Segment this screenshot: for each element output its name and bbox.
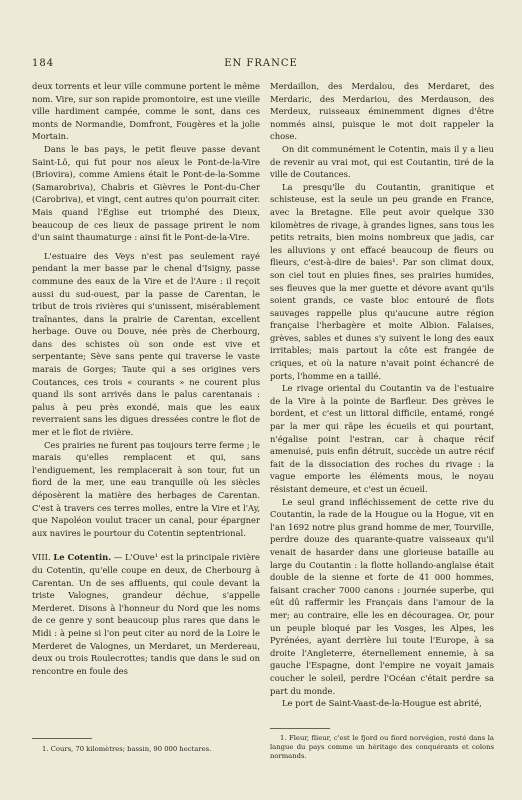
section-number: VIII. bbox=[32, 552, 51, 563]
section-heading bbox=[32, 551, 260, 677]
footnote-text: 1. Cours, 70 kilomètres; bassin, 90 000 hectares. bbox=[42, 745, 212, 753]
right-column bbox=[270, 80, 494, 710]
paragraph: L'estuaire des Veys n'est pas seulement rayé pendant la mer basse par le chenal d'Isigny, passe commune des eaux de la Vire et de l'Aure : il reçoit aussi du sud-ouest, par la passe de Carentan, le tribut de trois rivières qui s'unissent, misérablement traînantes, dans la prairie de Carentan, excellent herbage. Ouve ou Douve, née près de Cherbourg, dans des schistes où son onde est vive et serpentante; Sève sans pente qui traverse le vaste marais de Gorges; Taute qui a ses origines vers Coutances, ces trois « courants » ne courent plus quand ils sont arrivés dans le palus carentanais : palus à peu près exondé, mais que les eaux reverraient sans les digues dressées contre le flot de mer et le flot de rivière. bbox=[32, 250, 260, 438]
footnote bbox=[270, 734, 494, 761]
paragraph: Le port de Saint-Vaast-de-la-Hougue est abrité, bbox=[282, 698, 482, 709]
footnote-text: 1. Fleur, flieur, c'est le fjord ou fiord norvégien, resté dans la langue du pays comme un héritage des conquérants et colons normands. bbox=[270, 734, 494, 760]
left-column bbox=[32, 80, 260, 677]
paragraph: Merdaillon, des Merdalou, des Merdaret, des Merdaric, des Merdariou, des Merdauson, des Merdeux, ruisseaux éminemment dignes d'être nommés ainsi, puisque le mot doit rappeler la chose. bbox=[270, 81, 494, 142]
paragraph: Le rivage oriental du Coutantin va de l'estuaire de la Vire à la pointe de Barfleur. Des grèves le bordent, et c'est un littoral difficile, entamé, rongé par la mer qui râpe les écueils et qui pourtant, n'égalise point l'estran, car à chaque récif amenuisé, puis enfin détruit, succède un autre récif fait de la dissociation des roches du rivage : la vague emporte les éléments mous, le noyau résistant demeure, et c'est un écueil. bbox=[270, 383, 494, 494]
running-title: EN FRANCE bbox=[224, 58, 298, 69]
section-lead-text: — L'Ouve¹ est la principale rivière du Cotentin, qu'elle coupe en deux, de Cherbourg à Carentan. Un de ses affluents, qui coule devant la triste Valognes, grandeur déchue, s'appelle Merderet. Disons à l'honneur du Nord que les noms de ce genre y sont beaucoup plus rares que dans le Midi : à peine si l'on peut citer au nord de la Loire le Merderet de Valognes, un Merdaret, un Merdereau, deux ou trois Roulecrottes; tandis que dans le sud on rencontre en foule des bbox=[32, 552, 261, 676]
footnote-rule bbox=[32, 738, 92, 739]
paragraph: On dit communément le Cotentin, mais il y a lieu de revenir au vrai mot, qui est Coutantin, tiré de la ville de Coutances. bbox=[270, 143, 494, 180]
paragraph: Le seul grand infléchissement de cette rive du Coutantin, la rade de la Hougue ou la Hogue, vit en l'an 1692 notre plus grand homme de mer, Tourville, perdre douze des quarante-quatre vaisseaux qu'il venait de hasarder dans une glorieuse bataille au large du Coutantin : la flotte hollando-anglaise était double de la sienne et forte de 41 000 hommes, faisant cracher 7000 canons : journée superbe, qui eût dû raffermir les Français dans l'amour de la mer; au contraire, elle les en découragea. Or, pour un peuple bloqué par les Vosges, les Alpes, les Pyrénées, ayant derrière lui toute l'Europe, à sa droite l'Angleterre, éternellement ennemie, à sa gauche l'Espagne, dont l'empire ne voyait jamais coucher le soleil, perdre l'Océan c'était perdre sa part du monde. bbox=[270, 496, 494, 696]
paragraph: La presqu'île du Coutantin, granitique et schisteuse, est la seule un peu grande en France, avec la Bretagne. Elle peut avoir quelque 330 kilomètres de rivage, à grandes lignes, sans tous les petits retraits, bien moins nombreux que jadis, car les alluvions y ont effacé beaucoup de fleurs ou flieurs, c'est-à-dire de baies¹. Par son climat doux, son ciel tout en pluies fines, ses prairies humides, ses fleuves que la mer guette et dévore avant qu'ils soient grands, ce vaste bloc entouré de flots sauvages rappelle plus qu'aucune autre région française l'herbagère et moite Albion. Falaises, grèves, sables et dunes s'y suivent le long des eaux irritables; mais partout la côte est frangée de criques, et où la nature n'avait point échancré de ports, l'homme en a taillé. bbox=[270, 181, 494, 381]
footnote bbox=[32, 745, 260, 754]
paragraph: Dans le bas pays, le petit fleuve passe devant Saint-Lô, qui fut pour nos aïeux le Pont-de-la-Vire (Briovira), comme Amiens était le Pont-de-la-Somme (Samarobriva), Chabris et Gièvres le Pont-du-Cher (Carobriva), et vingt, cent autres qu'on pourrait citer. Mais quand l'Église eut triomphé des Dieux, beaucoup de ces lieux de passage prirent le nom d'un saint thaumaturge : ainsi fit le Pont-de-la-Vire. bbox=[32, 143, 260, 243]
paragraph: deux torrents et leur ville commune portent le même nom. Vire, sur son rapide promontoire, est une vieille ville hardiment campée, comme le sont, dans ces monts de Normandie, Domfront, Fougères et la jolie Mortain. bbox=[32, 81, 260, 142]
page-header bbox=[32, 58, 490, 72]
footnote-rule bbox=[270, 728, 330, 729]
page-number: 184 bbox=[32, 58, 55, 69]
paragraph: Ces prairies ne furent pas toujours terre ferme ; le marais qu'elles remplacent et qui, sans l'endiguement, les remplacerait à son tour, fut un fiord de la mer, une eau tranquille où les siècles déposèrent la matière des herbages de Carentan. C'est à travers ces terres molles, entre la Vire et l'Ay, que Napoléon voulut tracer un canal, pour épargner aux navires le pourtour du Cotentin septentrional. bbox=[32, 439, 260, 538]
section-title: Le Cotentin. bbox=[53, 552, 112, 563]
